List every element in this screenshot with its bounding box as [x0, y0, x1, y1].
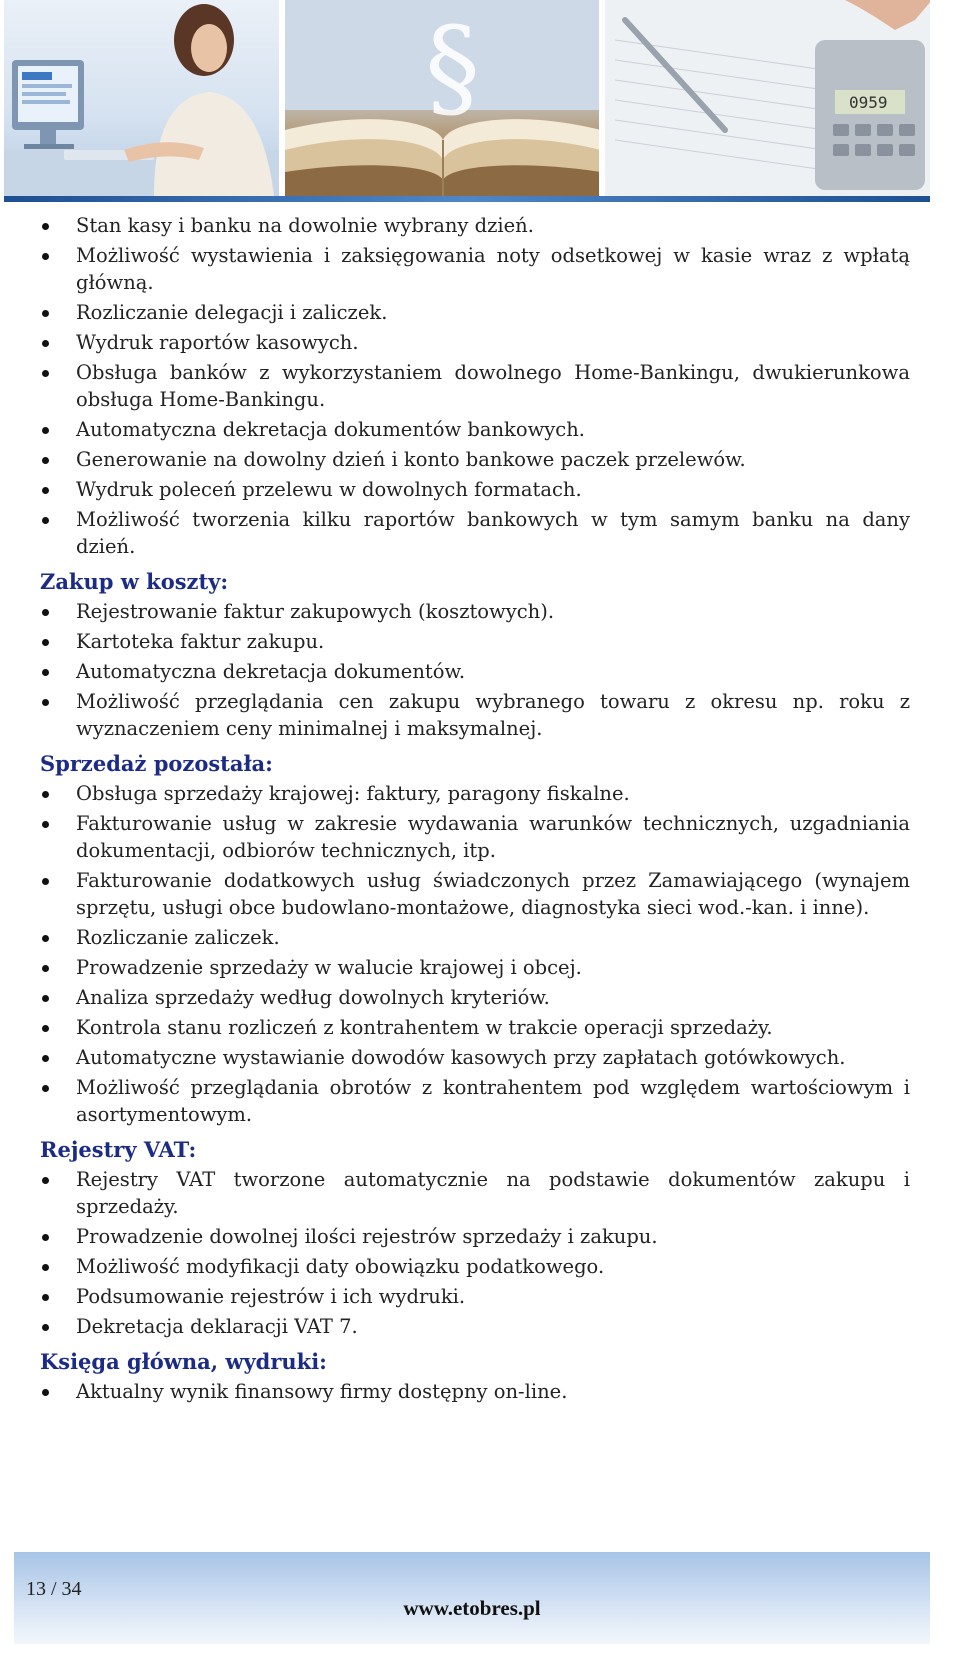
list-item: Kartoteka faktur zakupu. [40, 628, 910, 655]
svg-text:0959: 0959 [849, 93, 888, 112]
list-item: Możliwość przeglądania cen zakupu wybranego towaru z okresu np. roku z wyznaczeniem ceny minimalnej i maksymalnej. [40, 688, 910, 742]
list-item: Dekretacja deklaracji VAT 7. [40, 1313, 910, 1340]
list-item: Aktualny wynik finansowy firmy dostępny on-line. [40, 1378, 910, 1405]
list-item: Kontrola stanu rozliczeń z kontrahentem w trakcie operacji sprzedaży. [40, 1014, 910, 1041]
bullet-list-sprzedaz [40, 780, 910, 1128]
section-heading-rejestry-vat: Rejestry VAT: [40, 1137, 197, 1162]
list-item: Możliwość tworzenia kilku raportów bankowych w tym samym banku na dany dzień. [40, 506, 910, 560]
list-item: Prowadzenie dowolnej ilości rejestrów sprzedaży i zakupu. [40, 1223, 910, 1250]
list-item: Podsumowanie rejestrów i ich wydruki. [40, 1283, 910, 1310]
bullet-list-kasa-bank [40, 212, 910, 560]
svg-text:§: § [425, 3, 481, 131]
calculator-documents-photo [605, 0, 930, 196]
website-link[interactable]: www.etobres.pl [403, 1596, 541, 1620]
list-item: Fakturowanie usług w zakresie wydawania warunków technicznych, uzgadniania dokumentacji, odbiorów technicznych, itp. [40, 810, 910, 864]
bullet-list-ksiega-glowna [40, 1378, 910, 1405]
list-item: Prowadzenie sprzedaży w walucie krajowej i obcej. [40, 954, 910, 981]
list-item: Rozliczanie delegacji i zaliczek. [40, 299, 910, 326]
section-heading-ksiega-glowna: Księga główna, wydruki: [40, 1349, 327, 1374]
list-item: Wydruk raportów kasowych. [40, 329, 910, 356]
list-item: Rejestry VAT tworzone automatycznie na podstawie dokumentów zakupu i sprzedaży. [40, 1166, 910, 1220]
list-item: Stan kasy i banku na dowolnie wybrany dzień. [40, 212, 910, 239]
list-item: Możliwość wystawienia i zaksięgowania noty odsetkowej w kasie wraz z wpłatą główną. [40, 242, 910, 296]
list-item: Analiza sprzedaży według dowolnych kryteriów. [40, 984, 910, 1011]
list-item: Możliwość przeglądania obrotów z kontrahentem pod względem wartościowym i asortymentowym. [40, 1074, 910, 1128]
list-item: Automatyczna dekretacja dokumentów. [40, 658, 910, 685]
section-heading-sprzedaz: Sprzedaż pozostała: [40, 751, 273, 776]
page-number: 13 / 34 [26, 1578, 82, 1600]
list-item: Obsługa banków z wykorzystaniem dowolnego Home-Bankingu, dwukierunkowa obsługa Home-Bankingu. [40, 359, 910, 413]
list-item: Automatyczne wystawianie dowodów kasowych przy zapłatach gotówkowych. [40, 1044, 910, 1071]
list-item: Rozliczanie zaliczek. [40, 924, 910, 951]
banner-divider [4, 196, 930, 202]
list-item: Fakturowanie dodatkowych usług świadczonych przez Zamawiającego (wynajem sprzętu, usługi obce budowlano-montażowe, diagnostyka sieci wod.-kan. i inne). [40, 867, 910, 921]
list-item: Generowanie na dowolny dzień i konto bankowe paczek przelewów. [40, 446, 910, 473]
list-item: Rejestrowanie faktur zakupowych (kosztowych). [40, 598, 910, 625]
section-heading-zakup: Zakup w koszty: [40, 569, 229, 594]
list-item: Możliwość modyfikacji daty obowiązku podatkowego. [40, 1253, 910, 1280]
list-item: Wydruk poleceń przelewu w dowolnych formatach. [40, 476, 910, 503]
law-book-paragraph-photo [285, 0, 599, 196]
woman-at-computer-photo [4, 0, 279, 196]
header-banner [4, 0, 930, 200]
bullet-list-zakup [40, 598, 910, 742]
list-item: Obsługa sprzedaży krajowej: faktury, paragony fiskalne. [40, 780, 910, 807]
document-body [40, 212, 910, 1408]
list-item: Automatyczna dekretacja dokumentów bankowych. [40, 416, 910, 443]
page-footer [14, 1552, 930, 1644]
bullet-list-rejestry-vat [40, 1166, 910, 1340]
